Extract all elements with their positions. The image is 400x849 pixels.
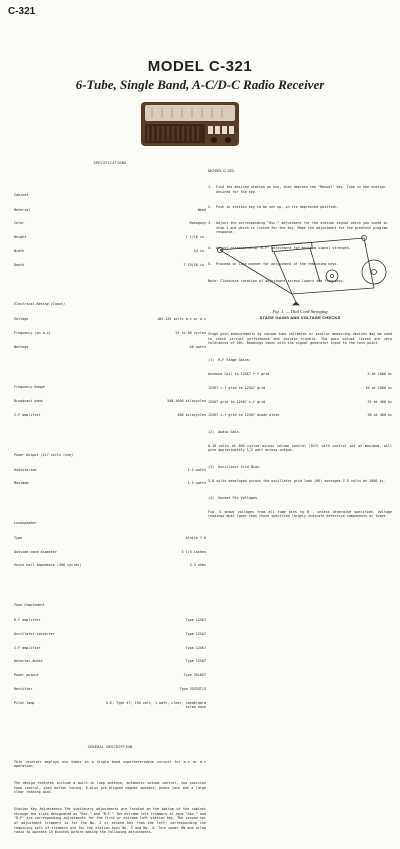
speaker-title: Loudspeaker xyxy=(14,521,37,526)
page-subtitle: 6-Tube, Single Band, A-C/D-C Radio Receiver xyxy=(75,77,325,92)
spec-row: Color Mahogany xyxy=(14,221,206,226)
general-paragraph: This receiver employs six tubes in a single band superheterodyne circuit for a-c or d-c operation. xyxy=(14,759,206,769)
cabinet-title: Cabinet xyxy=(14,192,29,197)
section-heading-stage-gains: STAGE GAINS AND VOLTAGE CHECKS xyxy=(259,315,341,320)
cabinet-section xyxy=(14,184,206,277)
spec-row: Pilot lamp G.E. Type 47, 150 volt, 1 watt, clear, candelabra screw base xyxy=(14,700,206,710)
spec-row: Material Wood xyxy=(14,207,206,212)
spec-row: I-F amplifier 460 kilocycles xyxy=(14,413,206,418)
spec-row: Rectifier Type 35Z5GT/G xyxy=(14,686,206,691)
spec-row: Frequency (on a-c) 25 to 60 cycles xyxy=(14,330,206,335)
dial-cord-diagram xyxy=(214,232,390,306)
gain-row: 12SK7 i-f grid to 12SQ7 diode plate 30 at 460 kc xyxy=(208,413,392,418)
step-item: 4. Adjust corresponding "R-F" adjustment for maximum signal strength. xyxy=(208,246,351,251)
frequency-title: Frequency Range xyxy=(14,384,45,389)
spec-row: Undistorted 1.2 watts xyxy=(14,467,206,472)
audio-gain-text: 0.10 volts at 400 cycles across volume control (R17) with control set at maximum, will give approximately 1/2 watt across output. xyxy=(208,443,392,453)
tubes-title: Tube Complement xyxy=(14,603,45,608)
spec-row: Detector-audio Type 12SQ7 xyxy=(14,659,206,664)
station-key-paragraph: Station Key Adjustments The stationary adjustments are located on the bottom of the cabinet through the slots designated as "Osc." and "R-F." The extreme left trimmers is rows "Osc." and "R-F" are corresponding adjustments for the first or extreme left station key. The second set of adjustment trimmers is for the No. 2 or second key from the left; corresponding the remaining sets of trimmers are for the station keys No. 3 and No. 4. Turn power ON and allow radio to operate 15 minutes before making the following adjustments. xyxy=(14,807,206,835)
frequency-section xyxy=(14,375,206,427)
gain-row: 12SA7 grid to 12SK7 i-f grid 35 at 460 kc xyxy=(208,399,392,404)
spec-row: Maximum 1.5 watts xyxy=(14,481,206,486)
spec-row: Oscillator-converter Type 12SA7 xyxy=(14,631,206,636)
specifications-title: SPECIFICATIONS xyxy=(93,161,127,166)
spec-row: R-F amplifier Type 12SK7 xyxy=(14,618,206,622)
spec-row: Wattage 40 watts xyxy=(14,344,206,349)
page-id: C-321 xyxy=(8,6,36,17)
spec-row: Power output Type 35L6GT xyxy=(14,673,206,678)
left-column xyxy=(14,152,206,849)
tubes-section xyxy=(14,594,206,719)
rf-gains-title: (1) R-F Stage Gains: xyxy=(208,358,251,363)
gain-row: 12SK7 r-f grid to 12SA7 grid 10 at 1000 kc xyxy=(208,385,392,390)
speaker-section xyxy=(14,512,206,577)
spec-row: Outside cone diameter 5 1/4 inches xyxy=(14,549,206,554)
electrical-title: Electrical Rating (Input) xyxy=(14,302,66,307)
spec-row: Height 7 1/16 in. xyxy=(14,235,206,240)
power-section xyxy=(14,444,206,496)
adjustment-note: Note: Clockwise rotation of adjustment screws lowers the frequency. xyxy=(208,278,345,283)
figure-caption: Fig. 1. — Dial Cord Stringing xyxy=(272,309,328,314)
osc-bias-title: (3) Oscillator Grid Bias. xyxy=(208,465,262,470)
gains-intro: Stage gain measurements by vacuum tube voltmeter or similar measuring devices may be used to check circuit performance and isolate trouble. The gain values listed are zero tolerances of 20%. Readings taken with the signal generator input to the test point. xyxy=(208,332,392,346)
osc-bias-text: 3-8 volts developed across the oscillator grid leak (R6) averages 7.5 volts at 1000 kc. xyxy=(208,479,386,483)
model-label: MODEL C-321 xyxy=(208,168,235,174)
spec-row: Depth 7 15/16 in. xyxy=(14,262,206,267)
step-item: 1. Find the desired station on key, then depress the "Manual" key. Tune in the station desired for the key. xyxy=(208,184,386,194)
spec-row: Type Alnico 7.6 xyxy=(14,535,206,540)
gain-row: Antenna Coil to 12SK7 r-f grid 5 at 1000 kc xyxy=(208,371,392,376)
socket-voltage-text: Fig. 5 shows voltages from all tube pins to B - unless otherwise specified. Voltage readings must lower than those specified largely indicate defective components or tubes. xyxy=(208,509,392,519)
radio-photo xyxy=(140,100,240,147)
electrical-section xyxy=(14,293,206,358)
general-section xyxy=(14,736,206,844)
stage-gains-section xyxy=(208,323,392,523)
step-item: 3. Adjust the corresponding "Osc." adjustment for the station signal which you tuned in step 1 and which is listed for the key. Make the adjustment for the greatest program response. xyxy=(208,221,388,235)
step-item: 2. Push in station key to be set up, in its depressed position. xyxy=(208,205,339,210)
model-title: MODEL C-321 xyxy=(147,58,253,75)
general-title: GENERAL DESCRIPTION xyxy=(87,745,133,750)
audio-gain-title: (2) Audio Gain. xyxy=(208,430,241,435)
socket-voltage-title: (4) Socket Pin Voltages. xyxy=(208,495,260,500)
spec-row: Width 14 in. xyxy=(14,248,206,253)
general-paragraph: The design features include a built-in loop antenna, automatic volume control, two position tone control, push button tuning, 6-plus pre-aligned magnet speaker, phono jack and a large clear reading dial. xyxy=(14,781,206,795)
step-item: 5. Proceed in like manner for adjustment of the remaining keys. xyxy=(208,261,339,266)
power-title: Power Output (117 volts line) xyxy=(14,452,74,457)
spec-row: Voice coil impedance (400 cycles) 3.5 ohms xyxy=(14,563,206,568)
spec-row: Voltage 105-125 volts a-c or d-c xyxy=(14,317,206,322)
spec-row: I-F amplifier Type 12SK7 xyxy=(14,645,206,650)
spec-row: Broadcast band 540-1600 kilocycles xyxy=(14,399,206,404)
